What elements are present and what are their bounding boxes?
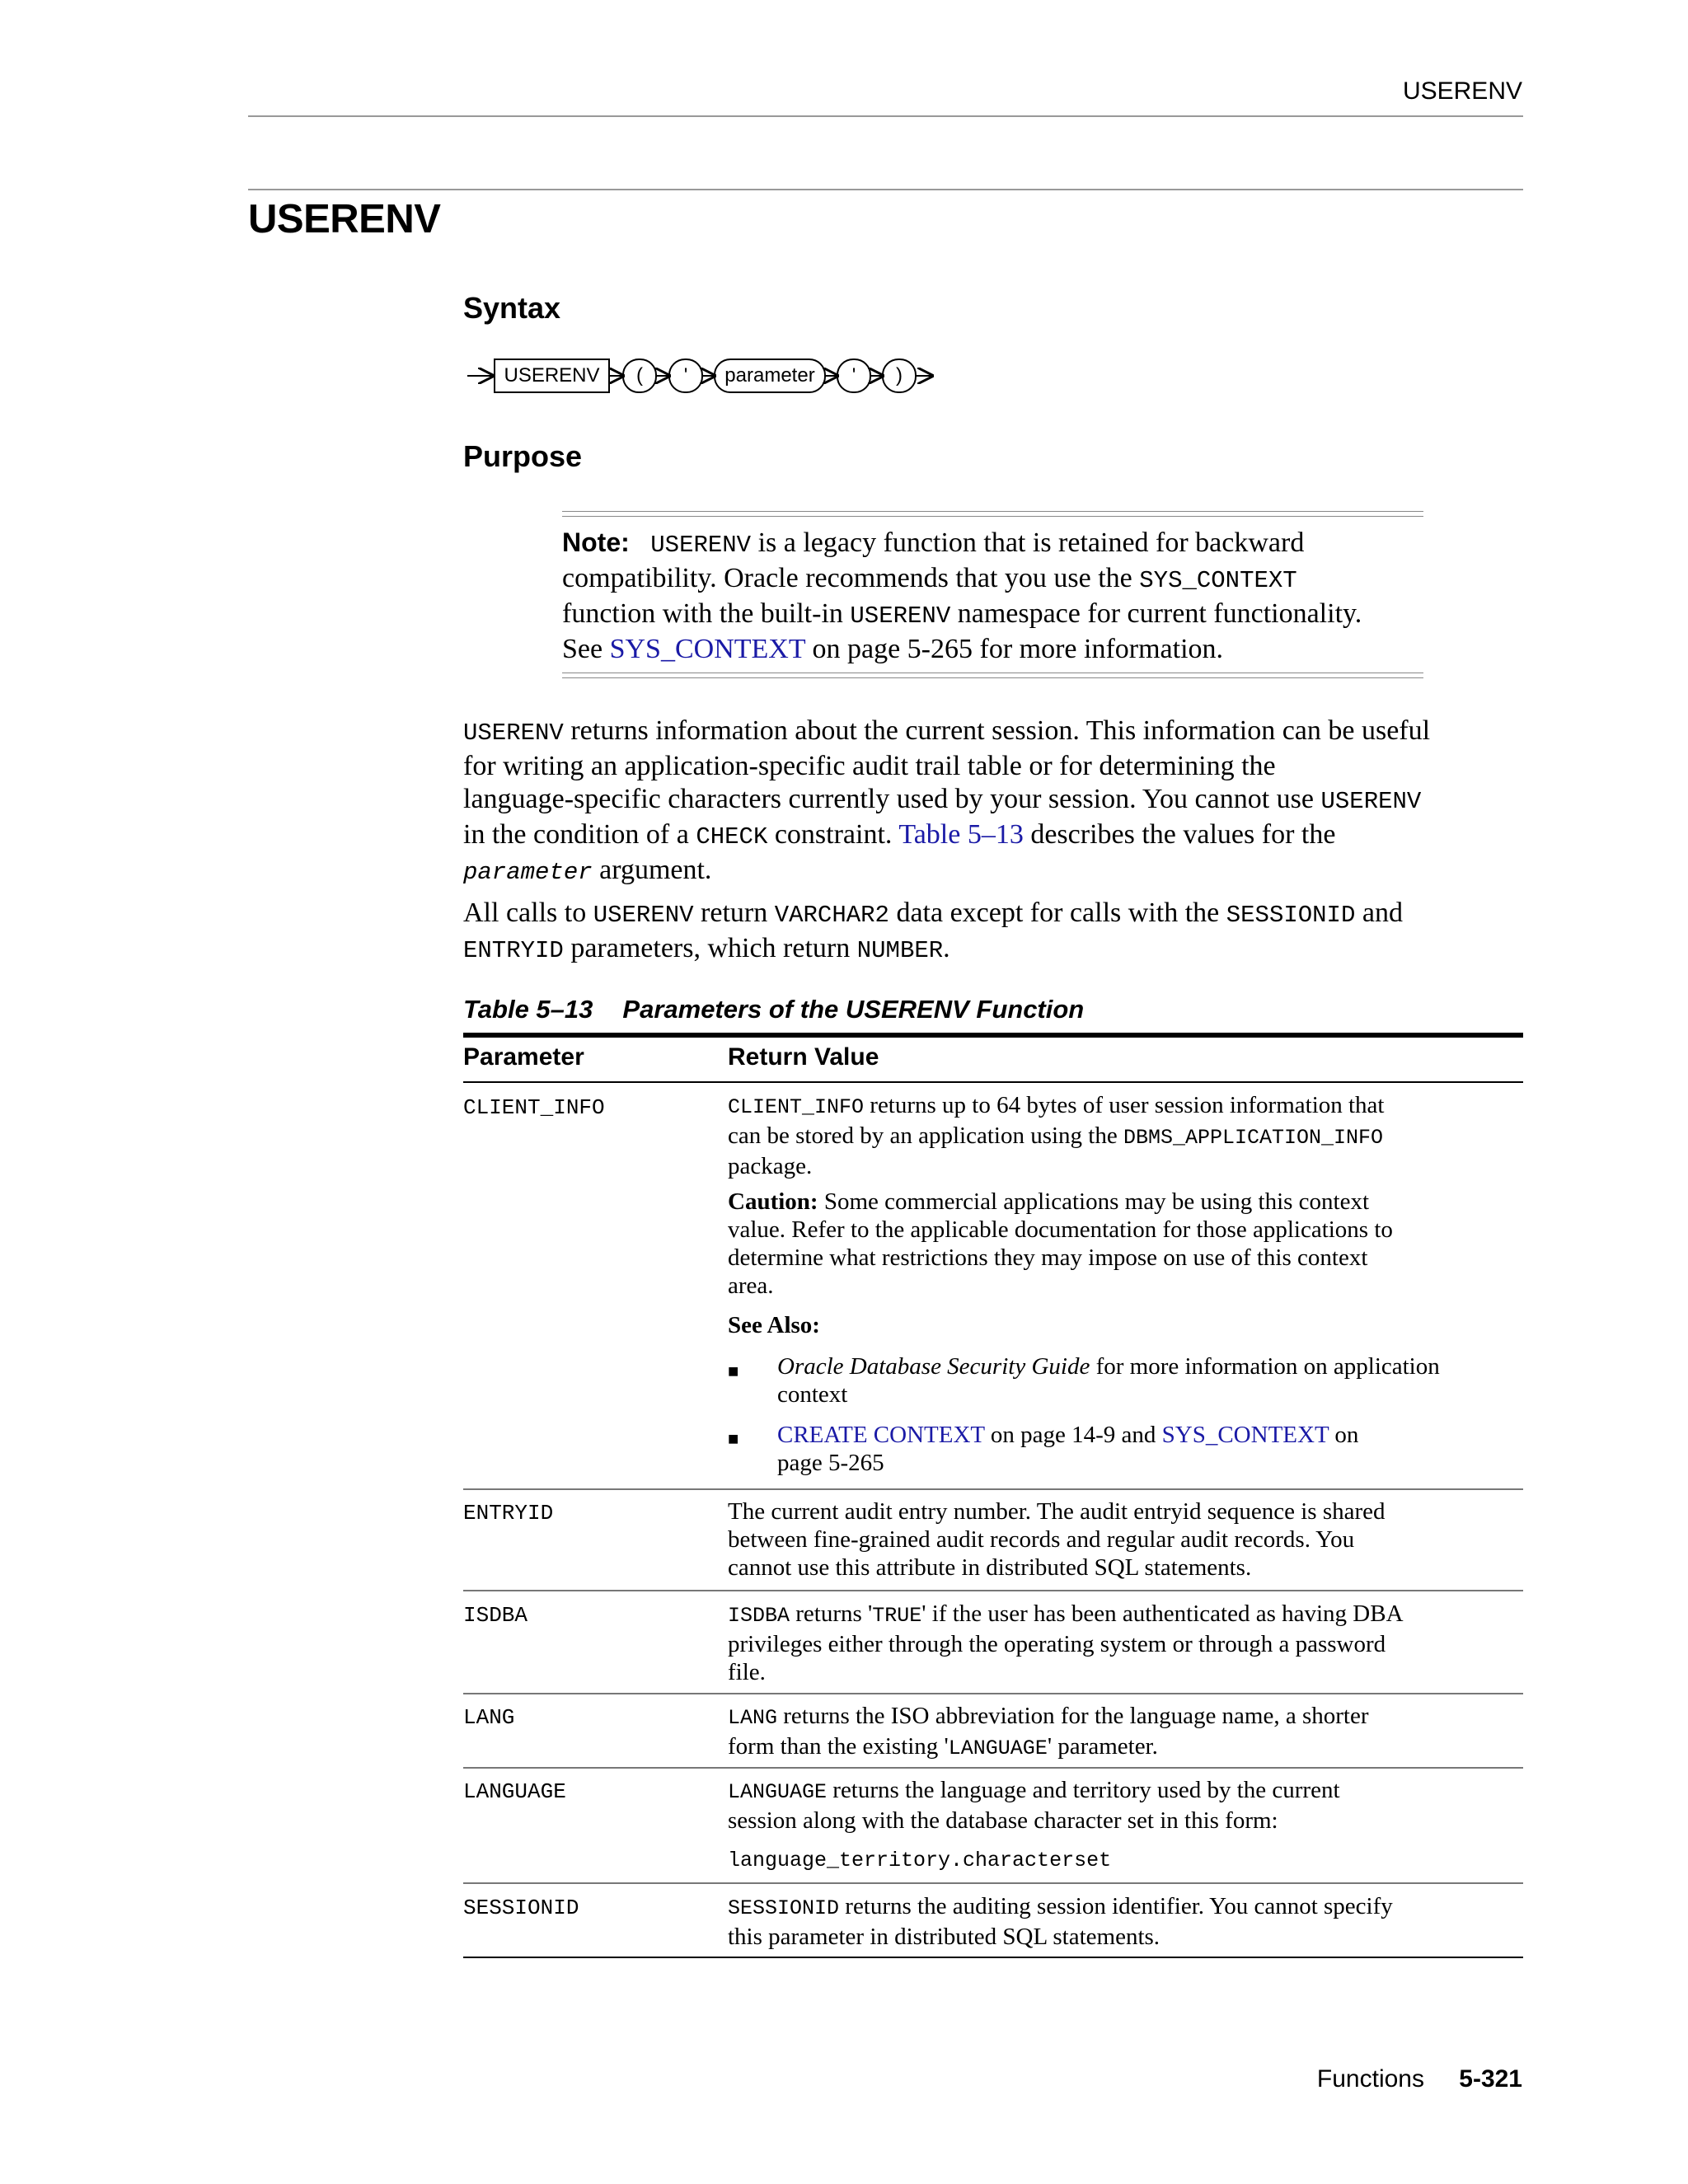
table-row-desc-sessionid bbox=[728, 1892, 1527, 1951]
footer-page-number: 5-321 bbox=[1459, 2065, 1522, 2093]
see-also-label: See Also: bbox=[728, 1312, 820, 1338]
text: context bbox=[777, 1381, 848, 1408]
table-row-desc-entryid bbox=[728, 1497, 1527, 1582]
note-text: on page 5-265 for more information. bbox=[805, 634, 1224, 664]
purpose-paragraph-1 bbox=[463, 715, 1526, 889]
syntax-quote-open: ' bbox=[668, 359, 703, 393]
text: returns the language and territory used by the current bbox=[827, 1777, 1340, 1803]
note-text: namespace for current functionality. bbox=[950, 598, 1362, 629]
text: All calls to bbox=[463, 898, 593, 928]
text: privileges either through the operating system or through a password bbox=[728, 1631, 1386, 1657]
text: area. bbox=[728, 1272, 774, 1299]
inline-code: USERENV bbox=[593, 902, 694, 929]
text: returns ' bbox=[790, 1601, 873, 1627]
text: Some commercial applications may be using this context bbox=[818, 1188, 1370, 1215]
text: value. Refer to the applicable documentation for those applications to bbox=[728, 1216, 1393, 1243]
purpose-heading: Purpose bbox=[463, 439, 583, 473]
note-box bbox=[562, 526, 1428, 666]
text: language-specific characters currently used by your session. You cannot use bbox=[463, 784, 1321, 814]
text: can be stored by an application using the bbox=[728, 1122, 1123, 1149]
inline-code: CLIENT_INFO bbox=[728, 1095, 865, 1119]
table-row-param-entryid: ENTRYID bbox=[463, 1501, 554, 1526]
text: argument. bbox=[592, 855, 712, 885]
note-text: is a legacy function that is retained for backward bbox=[751, 527, 1305, 558]
text: session along with the database character set in this form: bbox=[728, 1807, 1278, 1834]
inline-code: SESSIONID bbox=[1226, 902, 1356, 929]
table-row-param-language: LANGUAGE bbox=[463, 1779, 566, 1804]
text: constraint. bbox=[767, 819, 899, 850]
inline-code: CHECK bbox=[696, 823, 768, 851]
inline-code: LANGUAGE bbox=[728, 1780, 828, 1804]
text: return bbox=[693, 898, 775, 928]
inline-code: ENTRYID bbox=[463, 937, 564, 964]
text: ' parameter. bbox=[1047, 1733, 1158, 1760]
text: this parameter in distributed SQL statements. bbox=[728, 1924, 1160, 1950]
syntax-diagram bbox=[466, 353, 935, 399]
note-code: USERENV bbox=[850, 602, 951, 630]
syntax-keyword-box: USERENV bbox=[494, 359, 610, 393]
text: on page 14-9 and bbox=[984, 1422, 1162, 1448]
inline-code: LANGUAGE bbox=[948, 1736, 1048, 1760]
see-also-item-2 bbox=[777, 1421, 1519, 1477]
table-row-rule bbox=[463, 1882, 1523, 1884]
text: returns information about the current session. This information can be useful bbox=[563, 715, 1431, 746]
note-rule-top-1 bbox=[562, 511, 1423, 512]
inline-code: LANG bbox=[728, 1706, 778, 1730]
syntax-open-paren: ( bbox=[622, 359, 657, 393]
note-text: function with the built-in bbox=[562, 598, 851, 629]
text: between fine-grained audit records and regular audit records. You bbox=[728, 1526, 1355, 1553]
table-5-13-link[interactable]: Table 5–13 bbox=[898, 819, 1024, 850]
note-label: Note: bbox=[562, 527, 630, 557]
note-text: See bbox=[562, 634, 610, 664]
inline-code: SESSIONID bbox=[728, 1896, 840, 1920]
table-row-desc-isdba bbox=[728, 1600, 1527, 1686]
note-code: SYS_CONTEXT bbox=[1139, 567, 1297, 594]
table-row-param-sessionid: SESSIONID bbox=[463, 1896, 579, 1920]
text: cannot use this attribute in distributed SQL statements. bbox=[728, 1554, 1252, 1581]
code-example: language_territory.characterset bbox=[728, 1849, 1112, 1872]
footer-section-name: Functions bbox=[1316, 2065, 1424, 2093]
table-row-param-lang: LANG bbox=[463, 1705, 515, 1730]
text: package. bbox=[728, 1153, 813, 1179]
running-header: USERENV bbox=[1402, 77, 1522, 105]
text: returns up to 64 bytes of user session information that bbox=[864, 1092, 1385, 1118]
title-rule bbox=[248, 189, 1523, 190]
table-row-param-client-info: CLIENT_INFO bbox=[463, 1095, 605, 1120]
table-bottom-rule bbox=[463, 1957, 1523, 1958]
table-row-desc-lang bbox=[728, 1702, 1527, 1763]
inline-code: USERENV bbox=[1320, 788, 1422, 815]
sys-context-link[interactable]: SYS_CONTEXT bbox=[609, 634, 805, 664]
inline-code: parameter bbox=[463, 859, 593, 886]
text: determine what restrictions they may impose on use of this context bbox=[728, 1244, 1368, 1271]
note-code: USERENV bbox=[650, 532, 752, 559]
inline-code: ISDBA bbox=[728, 1604, 790, 1628]
table-row-desc-language bbox=[728, 1776, 1527, 1835]
column-header-parameter: Parameter bbox=[463, 1043, 584, 1071]
text: . bbox=[943, 933, 950, 963]
text: page 5-265 bbox=[777, 1450, 884, 1476]
text: for writing an application-specific audit trail table or for determining the bbox=[463, 751, 1276, 781]
text: on bbox=[1329, 1422, 1359, 1448]
syntax-close-paren: ) bbox=[882, 359, 917, 393]
table-row-param-isdba: ISDBA bbox=[463, 1603, 528, 1628]
sys-context-link[interactable]: SYS_CONTEXT bbox=[1161, 1422, 1329, 1448]
syntax-quote-close: ' bbox=[837, 359, 871, 393]
text: and bbox=[1355, 898, 1403, 928]
text: in the condition of a bbox=[463, 819, 696, 850]
inline-code: TRUE bbox=[872, 1604, 922, 1628]
table-row-rule bbox=[463, 1767, 1523, 1769]
book-title: Oracle Database Security Guide bbox=[777, 1353, 1090, 1380]
text: returns the auditing session identifier. You cannot specify bbox=[839, 1893, 1393, 1919]
table-top-rule bbox=[463, 1033, 1523, 1038]
caution-label: Caution: bbox=[728, 1188, 818, 1215]
text: data except for calls with the bbox=[889, 898, 1226, 928]
table-header-rule bbox=[463, 1081, 1523, 1083]
table-row-rule bbox=[463, 1488, 1523, 1490]
page-title: USERENV bbox=[248, 197, 441, 241]
table-row-desc-client-info bbox=[728, 1091, 1527, 1180]
create-context-link[interactable]: CREATE CONTEXT bbox=[777, 1422, 985, 1448]
bullet-icon: ■ bbox=[728, 1361, 739, 1381]
text: describes the values for the bbox=[1023, 819, 1336, 850]
purpose-paragraph-2 bbox=[463, 897, 1526, 968]
text: The current audit entry number. The audit entryid sequence is shared bbox=[728, 1498, 1386, 1525]
table-caption-number: Table 5–13 bbox=[463, 995, 593, 1024]
syntax-parameter: parameter bbox=[714, 359, 826, 393]
inline-code: DBMS_APPLICATION_INFO bbox=[1123, 1126, 1384, 1150]
text: file. bbox=[728, 1659, 766, 1685]
see-also-item-1 bbox=[777, 1352, 1519, 1408]
inline-code: NUMBER bbox=[856, 937, 944, 964]
table-row-rule bbox=[463, 1693, 1523, 1694]
text: form than the existing ' bbox=[728, 1733, 949, 1760]
caution-block bbox=[728, 1188, 1527, 1300]
column-header-return-value: Return Value bbox=[728, 1043, 879, 1071]
table-caption bbox=[463, 995, 1084, 1024]
bullet-icon: ■ bbox=[728, 1428, 739, 1449]
inline-code: VARCHAR2 bbox=[774, 902, 889, 929]
inline-code: USERENV bbox=[463, 719, 564, 747]
table-caption-title: Parameters of the USERENV Function bbox=[622, 995, 1085, 1024]
text: parameters, which return bbox=[563, 933, 857, 963]
text: for more information on application bbox=[1090, 1353, 1440, 1380]
text: returns the ISO abbreviation for the language name, a shorter bbox=[777, 1703, 1369, 1729]
note-rule-bottom-2 bbox=[562, 677, 1423, 678]
syntax-heading: Syntax bbox=[463, 291, 561, 325]
text: ' if the user has been authenticated as having DBA bbox=[921, 1601, 1404, 1627]
table-row-rule bbox=[463, 1590, 1523, 1591]
note-rule-top-2 bbox=[562, 516, 1423, 517]
header-rule bbox=[248, 115, 1523, 117]
note-text: compatibility. Oracle recommends that you use the bbox=[562, 563, 1140, 593]
